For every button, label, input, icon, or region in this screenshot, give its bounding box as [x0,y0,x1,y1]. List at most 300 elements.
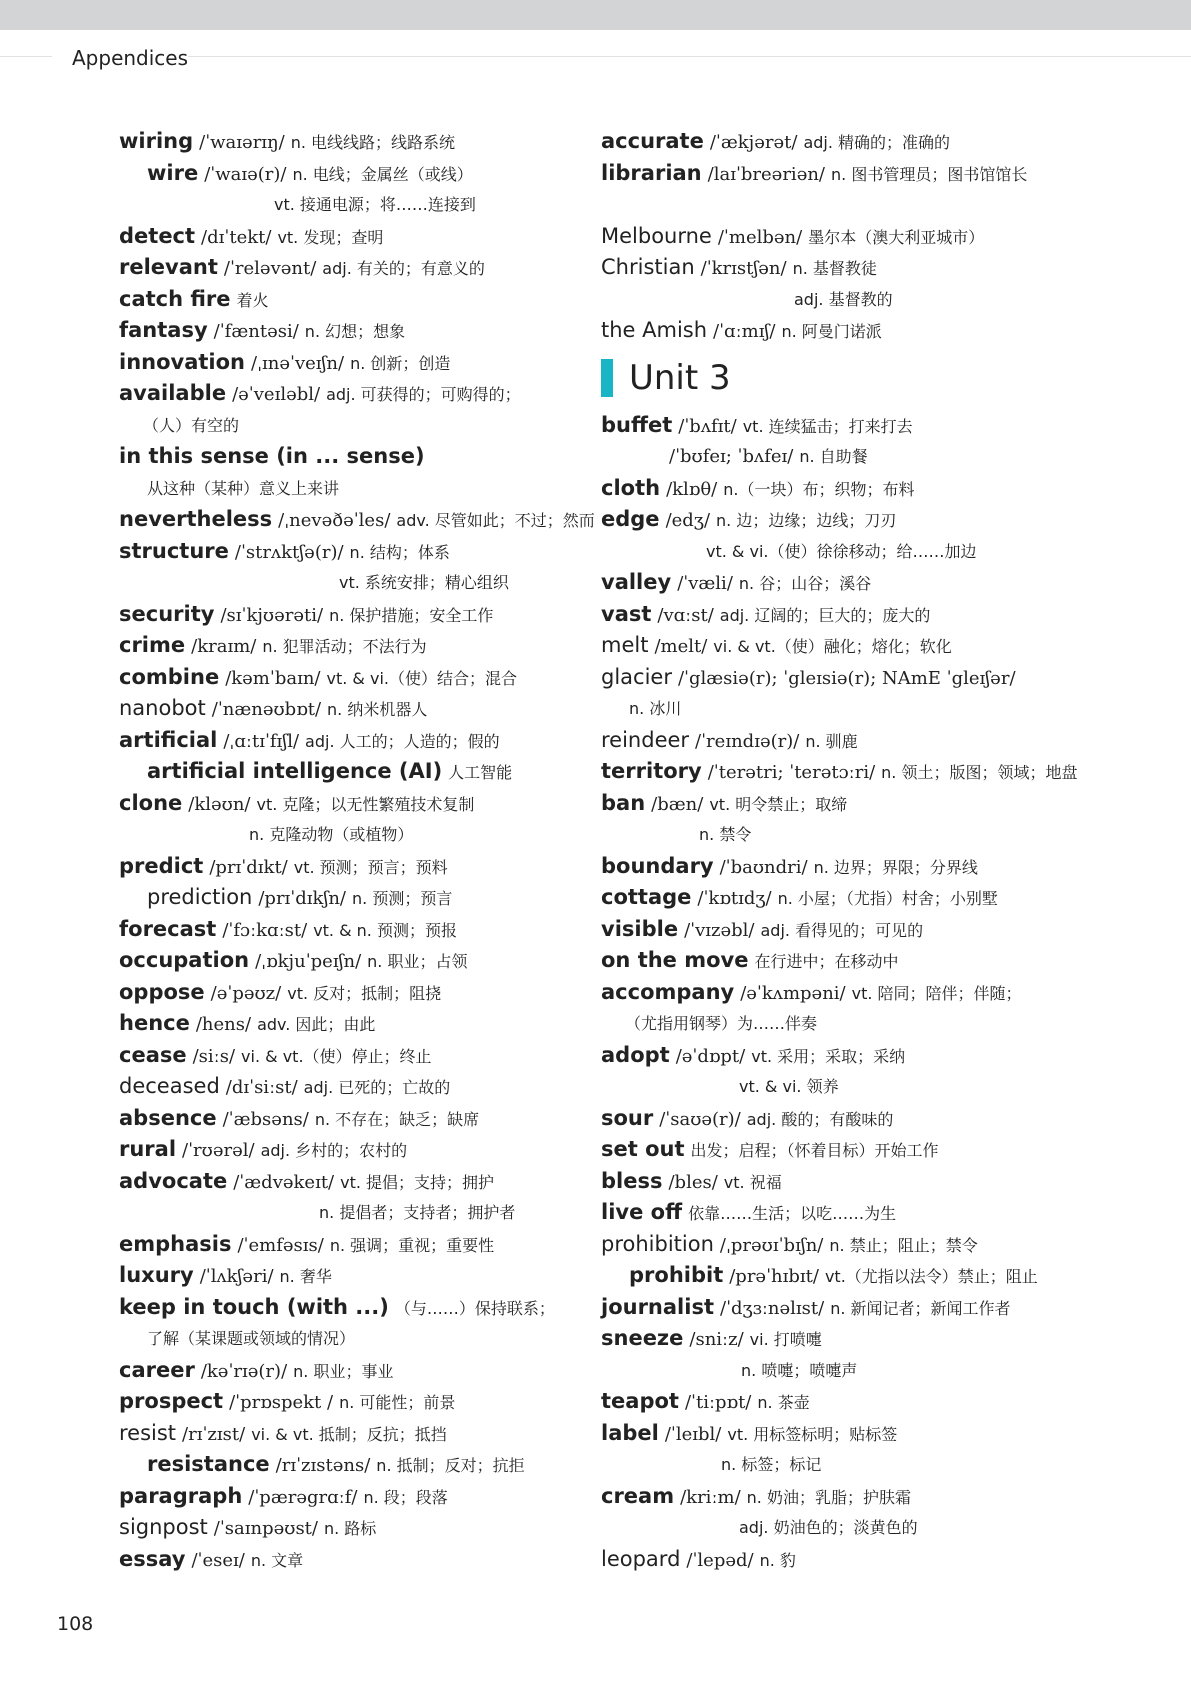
phonetic: /ˈbʌfɪt/ [678,415,737,437]
vocab-entry [119,1292,579,1324]
vocab-entry [601,126,1071,158]
vocab-entry [601,1008,1071,1040]
definition: n. 创新；创造 [350,353,451,373]
definition: vt. & n. 预测；预报 [313,920,457,940]
definition: n. 新闻记者；新闻工作者 [830,1298,1011,1318]
definition: n. 边界；界限；分界线 [813,857,978,877]
headword: adopt [601,1042,670,1067]
headword: career [119,1357,195,1382]
vocab-entry [601,1229,1071,1261]
vocab-entry [119,1418,579,1450]
headword: security [119,601,215,626]
vocab-entry [119,630,579,662]
headword: structure [119,538,229,563]
phonetic: /ˈpærəgrɑːf/ [248,1486,358,1508]
definition: 了解（某课题或领域的情况） [147,1329,356,1348]
vocab-entry [119,693,579,725]
headword: forecast [119,916,217,941]
definition: n. 豹 [759,1550,796,1570]
headword: wiring [119,129,194,153]
definition: adj. 奶油色的；淡黄色的 [739,1518,918,1537]
definition: vi. & vt.（使）融化；熔化；软化 [713,637,952,656]
definition: vi. & vt.（使）停止；终止 [241,1046,432,1066]
definition: vt. 系统安排；精心组织 [339,573,509,592]
definition: adj. 可获得的；可购得的； [326,385,521,404]
definition: n. 茶壶 [757,1393,810,1412]
phonetic: /prɪˈdɪkʃn/ [258,888,346,909]
phonetic: /ˈnænəʊbɒt/ [211,699,322,720]
phonetic: /əˈdɒpt/ [675,1045,746,1067]
headword: in this sense (in ... sense) [119,444,425,468]
unit-heading [601,347,1071,410]
headword: prospect [119,1389,224,1413]
definition: vt. & vi. 领养 [739,1077,839,1096]
phonetic: /ˈbʊfeɪ; ˈbʌfeɪ/ [669,446,794,467]
vocab-entry [601,1418,1071,1450]
header-rule [188,56,1191,57]
headword: journalist [601,1294,714,1319]
vocab-entry [119,756,579,788]
phonetic: /ˈækjərət/ [709,132,798,153]
headword: innovation [119,349,245,374]
definition: n. 谷；山谷；溪谷 [738,574,872,593]
vocab-entry [601,284,1071,316]
phonetic: /melt/ [654,636,708,657]
vocab-entry [119,347,579,379]
vocab-entry [601,1134,1071,1166]
definition: n. 段；段落 [363,1487,448,1507]
headword: bless [601,1168,663,1193]
phonetic: /rɪˈzɪst/ [182,1423,246,1445]
definition: adj. 已死的；亡故的 [303,1078,451,1097]
phonetic: /kəˈrɪə(r)/ [200,1360,288,1382]
phonetic: /ˈprɒspekt / [229,1392,334,1413]
definition: vt. 连续猛击；打来打去 [742,416,913,436]
phonetic: /ˈvæli/ [677,573,733,594]
definition: 墨尔本（澳大利亚城市） [808,227,985,247]
headword: prohibit [629,1263,724,1287]
vocab-entry [601,914,1071,946]
definition: adj. 辽阔的；巨大的；庞大的 [719,605,931,625]
headword: edge [601,507,660,531]
vocab-entry [601,851,1071,883]
phonetic: /prəˈhɪbɪt/ [729,1266,819,1287]
headword: signpost [119,1515,208,1539]
headword: visible [601,916,679,941]
vocab-entry [119,221,579,253]
definition: n. 图书管理员；图书馆馆长 [831,164,1028,184]
headword: cloth [601,475,661,500]
headword: oppose [119,979,205,1004]
vocab-entry [119,725,579,757]
vocab-entry [119,567,579,599]
vocab-entry [601,441,1071,473]
vocab-entry [119,410,579,442]
page-number: 108 [57,1613,94,1635]
vocab-entry [119,1449,579,1481]
unit-title: Unit 3 [629,358,731,398]
headword: glacier [601,664,672,689]
definition: adj. 酸的；有酸味的 [746,1109,894,1129]
headword: nanobot [119,696,206,720]
definition: adj. 有关的；有意义的 [322,259,485,278]
headword: Melbourne [601,223,712,248]
phonetic: /ˈstrʌktʃə(r)/ [234,541,344,563]
definition: vt. 陪同；陪伴；伴随； [851,983,1022,1003]
definition: adj. 人工的；人造的；假的 [305,731,500,751]
vocab-entry [601,882,1071,914]
definition: n. 抵制；反对；抗拒 [376,1456,525,1475]
definition: vt. & vi.（使）结合；混合 [326,668,517,688]
definition: 着火 [236,290,269,310]
headword: nevertheless [119,507,273,531]
headword: hence [119,1011,190,1035]
definition: vt. 用标签标明；贴标签 [727,1424,898,1444]
vocab-entry [119,914,579,946]
phonetic: /ˈleɪbl/ [664,1423,722,1445]
definition: adj. 看得见的；可见的 [760,920,924,940]
vocab-entry [601,1292,1071,1324]
definition: n. 禁令 [699,825,752,844]
definition: n. 文章 [250,1550,304,1570]
vocab-entry [601,315,1071,347]
vocab-entry [119,977,579,1009]
vocab-entry [119,599,579,631]
vocab-entry [601,504,1071,536]
phonetic: /ˈsaʊə(r)/ [659,1108,741,1130]
phonetic: /kləʊn/ [188,793,251,815]
definition: vt. 预测；预言；预料 [293,857,448,877]
definition: n. 冰川 [629,699,682,718]
vocab-entry [119,1071,579,1103]
vocab-entry [601,158,1071,190]
phonetic: /bæn/ [651,793,704,815]
phonetic: /ˌɑːtɪˈfɪʃl/ [223,730,300,752]
vocab-entry [119,1355,579,1387]
vocab-entry [601,788,1071,820]
headword: detect [119,223,196,248]
phonetic: /ˈrʊərəl/ [182,1140,255,1161]
phonetic: /ˌnevəðəˈles/ [278,510,391,531]
definition: n. 不存在；缺乏；缺席 [314,1109,480,1129]
definition: n. 强调；重视；重要性 [329,1235,495,1255]
vocab-entry [601,221,1071,253]
header-rule-left [0,56,52,57]
vocab-entry [601,410,1071,442]
definition: vt. & vi.（使）徐徐移动；给……加边 [706,541,977,561]
definition: n. 边；边缘；边线；刀刃 [716,511,897,530]
vocab-entry [119,882,579,914]
phonetic: /klɒθ/ [666,478,718,500]
definition: n. 喷嚏；喷嚏声 [741,1360,858,1380]
definition: n. 阿曼门诺派 [781,322,882,341]
vocab-entry [601,1386,1071,1418]
headword: reindeer [601,727,690,752]
definition: n. 可能性；前景 [339,1393,456,1412]
vocab-entry [119,1386,579,1418]
phonetic: /ˈlepəd/ [686,1549,754,1571]
headword: buffet [601,412,673,437]
headword: predict [119,853,204,878]
definition: vi. 打喷嚏 [749,1330,822,1349]
headword: deceased [119,1074,220,1098]
definition: n. 禁止；阻止；禁令 [829,1235,978,1255]
phonetic: /ˌprəʊɪˈbɪʃn/ [719,1234,824,1256]
headword: territory [601,759,702,783]
vocab-entry [119,1481,579,1513]
headword: ban [601,790,646,815]
vocab-entry [601,1323,1071,1355]
definition: n. 驯鹿 [805,731,858,751]
vocab-entry [119,1544,579,1576]
headword: rural [119,1137,177,1161]
vocab-entry [119,378,579,410]
vocab-entry [601,693,1071,725]
unit-accent-bar [601,359,613,397]
vocab-entry [119,189,579,221]
vocab-entry [601,1512,1071,1544]
vocab-entry [601,1260,1071,1292]
vocab-entry [601,977,1071,1009]
headword: accurate [601,129,704,153]
headword: cream [601,1483,675,1508]
vocab-entry [119,851,579,883]
headword: resistance [147,1452,270,1476]
headword: label [601,1420,659,1445]
headword: boundary [601,853,714,878]
definition: n. 幻想；想象 [304,322,406,341]
vocab-entry [119,945,579,977]
headword: the Amish [601,318,708,342]
headword: prohibition [601,1231,714,1256]
phonetic: /əˈveɪləbl/ [232,384,321,405]
headword: luxury [119,1263,194,1287]
phonetic: /ˈæbsəns/ [222,1108,309,1130]
headword: resist [119,1420,177,1445]
vocab-entry [119,504,595,536]
definition: adj. 乡村的；农村的 [260,1141,408,1160]
vocab-entry [601,1449,1071,1481]
phonetic: /ˈfæntəsi/ [213,321,299,342]
phonetic: /ˈterətri; ˈterətɔːri/ [707,762,876,783]
definition: adv. 尽管如此；不过；然而 [396,511,595,530]
definition: n.（一块）布；织物；布料 [723,479,915,499]
headword: on the move [601,948,749,972]
vocab-entry [601,1103,1071,1135]
vocab-entry [119,126,579,158]
definition: n. 纳米机器人 [327,700,428,719]
definition: （与……）保持联系； [394,1298,555,1318]
definition: n. 结构；体系 [349,542,450,562]
vocab-entry [601,725,1071,757]
phonetic: /ˈdʒɜːnəlɪst/ [720,1297,825,1319]
headword: artificial [119,727,218,752]
headword: crime [119,633,186,657]
headword: valley [601,570,672,594]
headword: catch fire [119,286,231,311]
definition: n. 电线线路；线路系统 [290,133,456,152]
definition: n. 职业；事业 [293,1361,394,1381]
definition: n. 奶油；乳脂；护肤霜 [746,1487,911,1507]
vocab-entry [601,1481,1071,1513]
phonetic: /ˌɪnəˈveɪʃn/ [251,352,345,374]
phonetic: /ˈemfəsɪs/ [237,1234,324,1256]
definition: n. 奢华 [279,1267,332,1286]
headword: cottage [601,885,692,909]
vocab-entry [119,1008,579,1040]
headword: librarian [601,160,702,185]
phonetic: /dɪˈtekt/ [201,226,272,248]
headword: occupation [119,948,250,972]
headword: paragraph [119,1483,243,1508]
phonetic: /laɪˈbreəriən/ [707,163,826,185]
definition: adv. 因此；由此 [257,1015,376,1034]
definition: n. 电线；金属丝（或线） [292,164,473,184]
vocab-entry [601,1071,1071,1103]
definition: n. 路标 [323,1519,377,1538]
phonetic: /ˈlʌkʃəri/ [199,1266,274,1287]
definition: 依靠……生活；以吃……为生 [688,1204,897,1223]
vocab-entry [601,945,1071,977]
headword: Christian [601,255,695,279]
headword: clone [119,790,183,815]
headword: accompany [601,979,735,1004]
definition: vi. & vt. 抵制；反抗；抵挡 [251,1424,447,1444]
definition: vt. 明令禁止；取缔 [709,794,848,814]
phonetic: /ˈglæsiə(r); ˈgleɪsiə(r); NAmE ˈgleɪʃər/ [677,667,1016,689]
definition: vt. 克隆；以无性繁殖技术复制 [256,794,475,814]
definition: n. 犯罪活动；不法行为 [262,637,427,656]
definition: vt. 提倡；支持；拥护 [340,1172,495,1192]
definition: 从这种（某种）意义上来讲 [147,478,340,498]
vocab-entry [601,599,1071,631]
definition: n. 保护措施；安全工作 [329,605,494,625]
vocab-entry [119,819,579,851]
phonetic: /ˈwaɪə(r)/ [204,163,287,185]
headword: relevant [119,255,218,279]
phonetic: /sniːz/ [689,1329,744,1350]
vocab-entry [601,630,1071,662]
vocab-entry [601,473,1071,505]
headword: keep in touch (with ...) [119,1294,389,1319]
vocab-entry [119,473,579,505]
vocab-entry [119,662,579,694]
phonetic: /ˈbaʊndri/ [719,856,808,878]
headword: melt [601,633,649,657]
phonetic: /əˈkʌmpəni/ [740,982,846,1004]
definition: 人工智能 [448,763,513,782]
vocab-entry [601,756,1078,788]
phonetic: /ˈwaɪərɪŋ/ [199,132,285,153]
vocab-entry [119,1134,579,1166]
definition: vt.（尤指以法令）禁止；阻止 [824,1267,1038,1286]
vocab-entry [119,536,579,568]
phonetic: /siːs/ [192,1045,236,1067]
headword: cease [119,1042,187,1067]
phonetic: /kəmˈbaɪn/ [225,667,321,689]
headword: essay [119,1546,186,1571]
phonetic: /vɑːst/ [657,604,714,626]
phonetic: /edʒ/ [665,510,711,531]
definition: n. 职业；占领 [367,952,468,971]
vocab-entry [601,567,1071,599]
definition: n. 小屋；（尤指）村舍；小别墅 [777,889,998,908]
definition: n. 克隆动物（或植物） [249,825,414,844]
phonetic: /ˈvɪzəbl/ [684,919,755,941]
phonetic: /bles/ [668,1171,718,1193]
vocab-entry [601,252,1071,284]
phonetic: /ˈsaɪnpəʊst/ [213,1518,318,1539]
headword: advocate [119,1168,228,1193]
headword: vast [601,601,652,626]
headword: emphasis [119,1231,232,1256]
definition: （尤指用钢琴）为……伴奏 [625,1014,818,1033]
phonetic: /ˈkɒtɪdʒ/ [697,888,772,909]
headword: sneeze [601,1326,684,1350]
vocab-entry [119,1197,579,1229]
left-column [119,126,595,1575]
definition: vt. 接通电源；将……连接到 [274,195,476,214]
vocab-entry [601,536,1071,568]
phonetic: /ˈeseɪ/ [191,1549,245,1571]
phonetic: /ˈmelbən/ [717,226,803,248]
vocab-entry [601,1040,1071,1072]
definition: n. 自助餐 [799,447,868,466]
vocab-entry [119,1166,579,1198]
definition: vt. 发现；查明 [277,227,384,247]
phonetic: /kraɪm/ [191,636,257,657]
vocab-entry [601,1544,1071,1576]
phonetic: /hens/ [195,1014,252,1035]
phonetic: /kriːm/ [680,1486,741,1508]
definition: vt. 祝福 [723,1172,782,1192]
headword: combine [119,664,220,689]
vocab-entry [119,441,579,473]
headword: artificial intelligence (AI) [147,759,443,783]
headword: fantasy [119,318,208,342]
phonetic: /ˈreɪndɪə(r)/ [695,730,800,752]
vocab-entry [601,819,1071,851]
vocab-entry [601,1166,1071,1198]
vocab-entry [119,1103,579,1135]
vocab-entry [601,662,1071,694]
definition: vt. 反对；抵制；阻挠 [287,983,442,1003]
phonetic: /ˌɒkjuˈpeɪʃn/ [255,951,362,972]
vocab-entry [119,284,579,316]
definition: n. 标签；标记 [721,1455,822,1474]
definition: 出发；启程；（怀着目标）开始工作 [690,1141,939,1160]
vocab-entry [601,1197,1071,1229]
vocab-entry [119,252,579,284]
phonetic: /ˈɑːmɪʃ/ [713,321,776,342]
vocab-entry [119,788,579,820]
headword: teapot [601,1389,679,1413]
top-banner [0,0,1191,30]
vocab-entry [119,158,579,190]
phonetic: /prɪˈdɪkt/ [209,856,288,878]
definition: adj. 基督教的 [794,289,893,309]
headword: leopard [601,1546,681,1571]
phonetic: /əˈpəʊz/ [210,982,282,1004]
headword: live off [601,1200,683,1224]
vocab-entry [119,1040,579,1072]
headword: wire [147,160,199,185]
vocab-entry [119,1229,579,1261]
headword: absence [119,1105,217,1130]
vocab-entry [601,1355,1071,1387]
definition: n. 提倡者；支持者；拥护者 [319,1203,516,1222]
definition: adj. 精确的；准确的 [803,133,951,152]
